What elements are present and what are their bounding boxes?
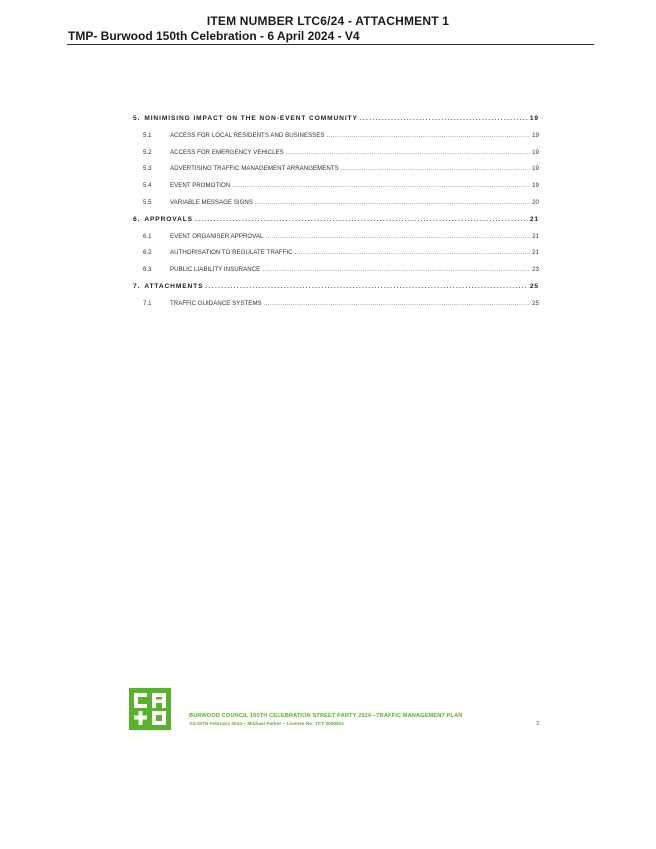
toc-section-entry[interactable]: [133, 111, 539, 128]
toc-dot-leader: [255, 195, 530, 212]
toc-entry-number: 5.5: [143, 198, 152, 206]
toc-entry-page: 19: [529, 115, 539, 122]
toc-dot-leader: [232, 178, 530, 195]
toc-entry-page: 21: [532, 249, 539, 257]
toc-entry-title: EVENT PROMOTION: [170, 182, 231, 190]
toc-entry-number: 6.3: [143, 266, 152, 274]
toc-subsection-entry[interactable]: [133, 229, 539, 246]
toc-entry-number: 7.1: [143, 299, 152, 307]
toc-entry-title: ADVERTISING TRAFFIC MANAGEMENT ARRANGEMENTS: [170, 165, 339, 173]
toc-subsection-entry[interactable]: [133, 128, 539, 145]
toc-entry-title: PUBLIC LIABILITY INSURANCE: [170, 266, 261, 274]
toc-entry-title: EVENT ORGANISER APPROVAL: [170, 232, 264, 240]
table-of-contents: [133, 111, 539, 313]
page-number: 3: [536, 721, 539, 727]
toc-dot-leader: [295, 245, 530, 262]
toc-dot-leader: [341, 161, 530, 178]
toc-dot-leader: [262, 262, 530, 279]
toc-entry-title: VARIABLE MESSAGE SIGNS: [170, 198, 253, 206]
toc-entry-number: 5.1: [143, 131, 152, 139]
attachment-header: ITEM NUMBER LTC6/24 - ATTACHMENT 1: [206, 14, 450, 28]
toc-entry-page: 21: [532, 232, 539, 240]
toc-subsection-entry[interactable]: [133, 145, 539, 162]
toc-entry-title: ATTACHMENTS: [144, 282, 204, 290]
toc-subsection-entry[interactable]: [133, 195, 539, 212]
toc-dot-leader: [265, 229, 530, 246]
page-footer: [129, 688, 539, 732]
toc-dot-leader: [327, 128, 531, 145]
toc-entry-number: 5.: [133, 115, 141, 122]
toc-entry-number: 7.: [133, 282, 141, 290]
toc-entry-title: MINIMISING IMPACT ON THE NON-EVENT COMMUNITY: [144, 115, 358, 122]
header-divider: [67, 44, 594, 45]
document-title: TMP- Burwood 150th Celebration - 6 April 2024 - V4: [68, 29, 360, 43]
toc-entry-page: 19: [532, 182, 539, 190]
toc-entry-title: ACCESS FOR EMERGENCY VEHICLES: [170, 148, 284, 156]
toc-dot-leader: [205, 279, 527, 296]
toc-entry-page: 19: [532, 131, 539, 139]
toc-entry-title: APPROVALS: [144, 215, 193, 223]
toc-entry-number: 6.: [133, 215, 141, 223]
toc-dot-leader: [360, 111, 528, 128]
toc-subsection-entry[interactable]: [133, 296, 539, 313]
toc-entry-title: ACCESS FOR LOCAL RESIDENTS AND BUSINESSES: [170, 131, 325, 139]
toc-entry-page: 25: [529, 282, 539, 290]
toc-entry-number: 5.2: [143, 148, 152, 156]
toc-subsection-entry[interactable]: [133, 178, 539, 195]
toc-section-entry[interactable]: [133, 279, 539, 296]
toc-entry-number: 5.3: [143, 165, 152, 173]
toc-entry-page: 19: [532, 148, 539, 156]
toc-dot-leader: [195, 212, 528, 229]
footer-title: BURWOOD COUNCIL 150TH CELEBRATION STREET PARTY 2024 –TRAFFIC MANAGEMENT PLAN: [189, 713, 463, 719]
toc-entry-page: 23: [532, 266, 539, 274]
toc-entry-number: 6.1: [143, 232, 152, 240]
footer-subtitle: V4-15TH February 2024 – Michael Parker – License No. TCT 0050831: [189, 722, 345, 727]
toc-entry-page: 20: [532, 198, 539, 206]
toc-subsection-entry[interactable]: [133, 245, 539, 262]
toc-entry-page: 21: [529, 215, 539, 223]
toc-entry-title: TRAFFIC GUIDANCE SYSTEMS: [170, 299, 262, 307]
toc-entry-title: AUTHORISATION TO REGULATE TRAFFIC: [170, 249, 293, 257]
toc-entry-page: 19: [532, 165, 539, 173]
toc-entry-number: 6.2: [143, 249, 152, 257]
toc-subsection-entry[interactable]: [133, 262, 539, 279]
toc-dot-leader: [286, 145, 530, 162]
toc-entry-number: 5.4: [143, 182, 152, 190]
toc-subsection-entry[interactable]: [133, 161, 539, 178]
toc-entry-page: 25: [532, 299, 539, 307]
toc-section-entry[interactable]: [133, 212, 539, 229]
toc-dot-leader: [264, 296, 531, 313]
cato-logo: [129, 688, 171, 730]
